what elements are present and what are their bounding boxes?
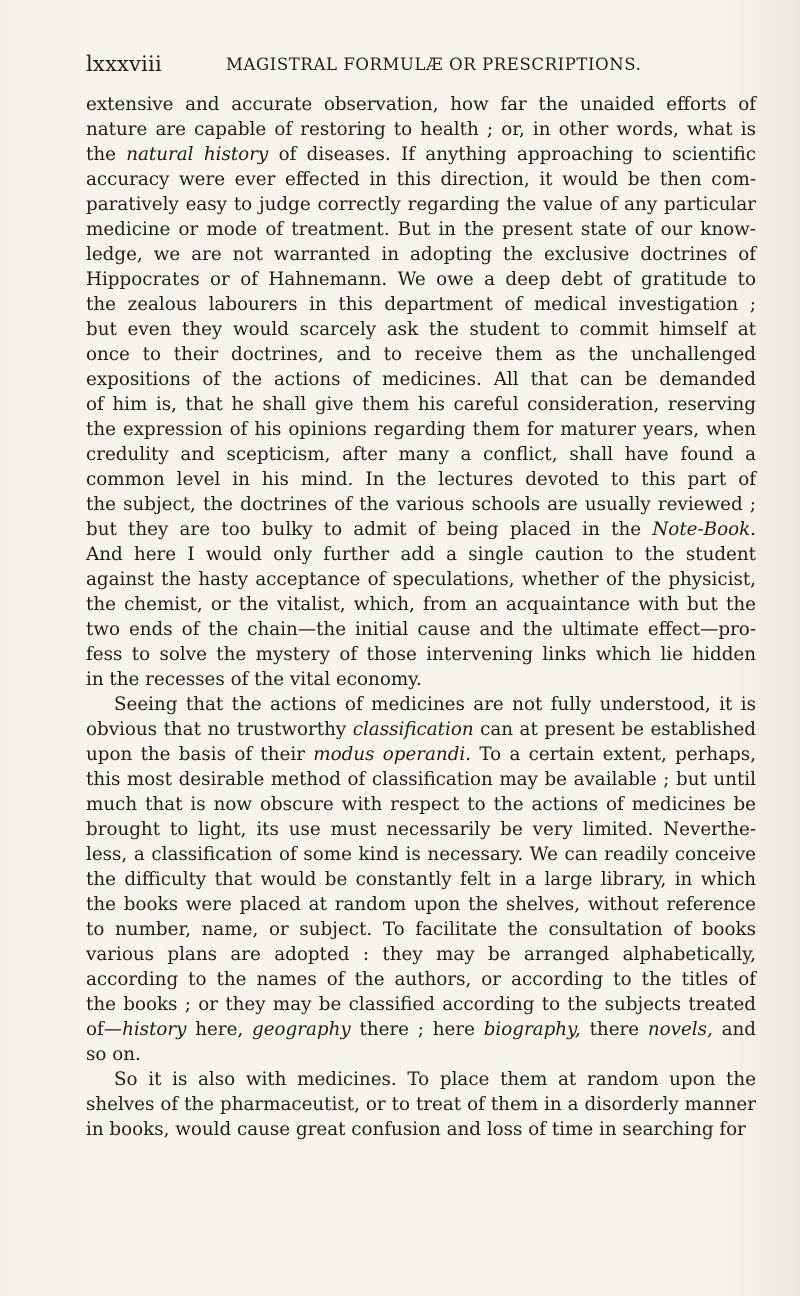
text-line: accuracy were ever effected in this direction, it would be then com- (86, 169, 756, 190)
text-line: to number, name, or subject. To facilitate the consultation of books (86, 919, 756, 940)
text-line: credulity and scepticism, after many a conflict, shall have found a (86, 444, 756, 465)
text-line: expositions of the actions of medicines. All that can be demanded (86, 369, 756, 390)
text-line: extensive and accurate observation, how far the unaided efforts of (86, 94, 756, 115)
text-line: nature are capable of restoring to health ; or, in other words, what is (86, 119, 756, 140)
page-number: lxxxviii (86, 52, 162, 76)
text-line: once to their doctrines, and to receive them as the unchallenged (86, 344, 756, 365)
text-line: the zealous labourers in this department of medical investigation ; (86, 294, 756, 315)
text-line: two ends of the chain—the initial cause and the ultimate effect—pro- (86, 619, 756, 640)
text-line: common level in his mind. In the lectures devoted to this part of (86, 469, 756, 490)
text-line: against the hasty acceptance of speculations, whether of the physicist, (86, 569, 756, 590)
text-line: brought to light, its use must necessarily be very limited. Neverthe- (86, 819, 756, 840)
text-line: but even they would scarcely ask the student to commit himself at (86, 319, 756, 340)
text-line: shelves of the pharmaceutist, or to treat of them in a disorderly manner (86, 1094, 756, 1115)
body-text (86, 92, 756, 1142)
text-line: much that is now obscure with respect to the actions of medicines be (86, 794, 756, 815)
text-line: medicine or mode of treatment. But in the present state of our know- (86, 219, 756, 240)
text-line: the subject, the doctrines of the various schools are usually reviewed ; (86, 494, 756, 515)
text-line: ledge, we are not warranted in adopting the exclusive doctrines of (86, 244, 756, 265)
text-line: but they are too bulky to admit of being placed in the Note-Book. (86, 519, 756, 540)
text-line: fess to solve the mystery of those intervening links which lie hidden (86, 644, 756, 665)
text-line: in the recesses of the vital economy. (86, 669, 422, 690)
text-line: obvious that no trustworthy classification can at present be established (86, 719, 756, 740)
text-line: of him is, that he shall give them his careful consideration, reserving (86, 394, 756, 415)
running-title: MAGISTRAL FORMULÆ OR PRESCRIPTIONS. (226, 55, 642, 74)
text-line: paratively easy to judge correctly regarding the value of any particular (86, 194, 756, 215)
text-line: this most desirable method of classification may be available ; but until (86, 769, 756, 790)
text-line: And here I would only further add a single caution to the student (86, 544, 756, 565)
text-line: the books were placed at random upon the shelves, without reference (86, 894, 756, 915)
text-line: Hippocrates or of Hahnemann. We owe a deep debt of gratitude to (86, 269, 756, 290)
page-header (86, 52, 756, 78)
text-line: various plans are adopted : they may be arranged alphabetically, (86, 944, 756, 965)
text-line: according to the names of the authors, or according to the titles of (86, 969, 756, 990)
text-line: of—history here, geography there ; here biography, there novels, and (86, 1019, 756, 1040)
text-line: the natural history of diseases. If anything approaching to scientific (86, 144, 756, 165)
text-line: in books, would cause great confusion and loss of time in searching for (86, 1119, 746, 1140)
text-line: upon the basis of their modus operandi. To a certain extent, perhaps, (86, 744, 756, 765)
text-line: the chemist, or the vitalist, which, from an acquaintance with but the (86, 594, 756, 615)
text-line: Seeing that the actions of medicines are not fully understood, it is (114, 694, 756, 715)
text-line: So it is also with medicines. To place them at random upon the (114, 1069, 756, 1090)
text-line: the expression of his opinions regarding them for maturer years, when (86, 419, 756, 440)
text-line: the difficulty that would be constantly felt in a large library, in which (86, 869, 756, 890)
text-line: less, a classification of some kind is necessary. We can readily conceive (86, 844, 756, 865)
text-line: the books ; or they may be classified according to the subjects treated (86, 994, 756, 1015)
text-line: so on. (86, 1044, 141, 1065)
